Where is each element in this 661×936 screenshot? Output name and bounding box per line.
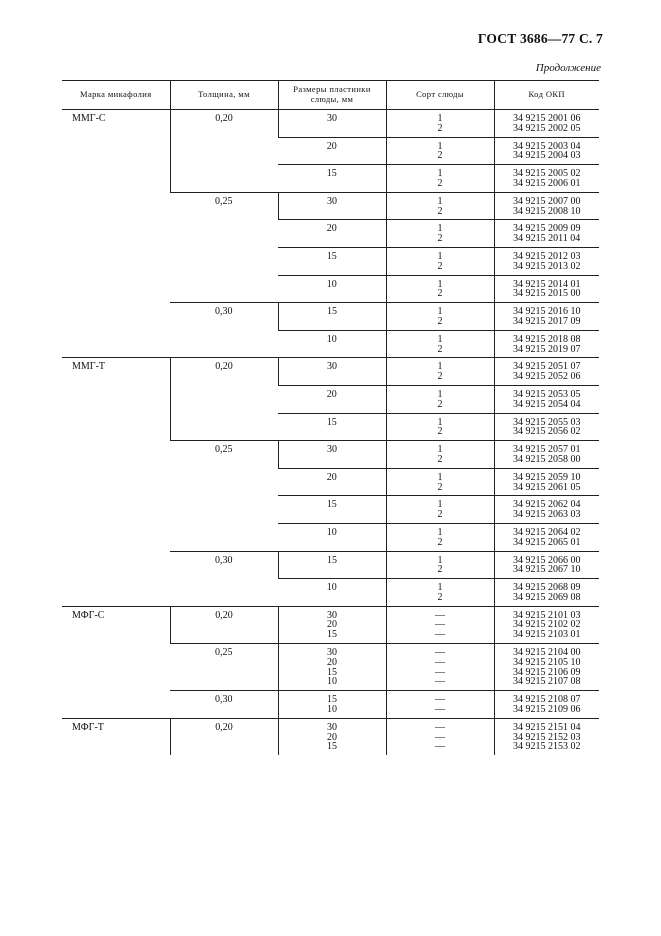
okp-code-cell-line: 34 9215 2101 03 [513, 609, 581, 621]
grade-cell-line: 1 [437, 554, 443, 566]
size-cell-line: 15 [327, 666, 337, 678]
grade-cell-line: 2 [437, 343, 443, 355]
okp-code-cell [494, 606, 599, 643]
grade-cell-line: 1 [437, 471, 443, 483]
okp-code-cell-line: 34 9215 2004 03 [513, 150, 581, 162]
okp-code-cell-line: 34 9215 2018 08 [513, 333, 581, 345]
column-header: Толщина, мм [170, 81, 278, 110]
thickness-cell: 0,20 [170, 718, 278, 755]
grade-cell [386, 691, 494, 719]
size-cell-line: 10 [327, 704, 337, 716]
size-cell-line: 30 [327, 609, 337, 621]
size-cell-line: 30 [327, 721, 337, 733]
okp-code-cell-line: 34 9215 2062 04 [513, 499, 581, 511]
size-cell [278, 551, 386, 579]
okp-code-cell [494, 303, 599, 331]
grade-cell-line: 1 [437, 582, 443, 594]
okp-code-cell-line: 34 9215 2152 03 [513, 731, 581, 743]
grade-cell-line: 1 [437, 278, 443, 290]
grade-cell-line: 2 [437, 288, 443, 300]
grade-cell-line: 2 [437, 398, 443, 410]
grade-cell [386, 275, 494, 303]
grade-cell-line: 2 [437, 260, 443, 272]
okp-code-cell-line: 34 9215 2103 01 [513, 629, 581, 641]
size-cell-line: 30 [327, 444, 337, 456]
okp-code-cell-line: 34 9215 2008 10 [513, 205, 581, 217]
okp-code-cell [494, 330, 599, 358]
size-cell-line: 15 [327, 554, 337, 566]
brand-cell: ММГ-Т [62, 358, 170, 606]
okp-code-cell-line: 34 9215 2056 02 [513, 426, 581, 438]
size-cell-line: 20 [327, 731, 337, 743]
okp-code-cell-line: 34 9215 2052 06 [513, 371, 581, 383]
grade-cell-line: 2 [437, 122, 443, 134]
okp-code-cell [494, 441, 599, 469]
grade-cell [386, 385, 494, 413]
okp-code-cell-line: 34 9215 2063 03 [513, 509, 581, 521]
size-cell-line: 15 [327, 629, 337, 641]
mica-foil-table [62, 80, 599, 755]
okp-code-cell-line: 34 9215 2006 01 [513, 177, 581, 189]
size-cell [278, 358, 386, 386]
grade-cell-line: 1 [437, 195, 443, 207]
size-cell-line: 10 [326, 526, 337, 538]
okp-code-cell-line: 34 9215 2153 02 [513, 741, 581, 753]
grade-cell [386, 220, 494, 248]
size-cell [278, 220, 386, 248]
okp-code-cell [494, 137, 599, 165]
okp-code-cell-line: 34 9215 2055 03 [513, 416, 581, 428]
size-cell-line: 15 [327, 741, 337, 753]
grade-cell [386, 441, 494, 469]
grade-cell [386, 644, 494, 691]
size-cell-line: 15 [326, 416, 337, 428]
grade-cell-line: 2 [437, 536, 443, 548]
grade-cell-line: 2 [437, 371, 443, 383]
size-cell [278, 413, 386, 441]
okp-code-cell [494, 110, 599, 138]
size-cell [278, 496, 386, 524]
grade-cell [386, 579, 494, 607]
size-cell [278, 606, 386, 643]
okp-code-cell-line: 34 9215 2053 05 [513, 388, 581, 400]
okp-code-cell-line: 34 9215 2064 02 [513, 526, 581, 538]
grade-cell-line: 1 [437, 361, 443, 373]
okp-code-cell-line: 34 9215 2066 00 [513, 554, 581, 566]
okp-code-cell [494, 358, 599, 386]
size-cell-line: 15 [326, 250, 337, 262]
grade-cell-line: — [435, 704, 445, 716]
table-row [62, 718, 599, 755]
okp-code-cell [494, 385, 599, 413]
okp-code-cell-line: 34 9215 2059 10 [513, 471, 581, 483]
okp-code-cell-line: 34 9215 2102 02 [513, 619, 581, 631]
size-cell-line: 20 [327, 656, 337, 668]
okp-code-cell-line: 34 9215 2051 07 [513, 361, 581, 373]
column-header: Размеры пластинки слюды, мм [278, 81, 386, 110]
okp-code-cell [494, 275, 599, 303]
grade-cell-line: 2 [437, 481, 443, 493]
grade-cell-line: 1 [437, 526, 443, 538]
grade-cell-line: 1 [437, 250, 443, 262]
okp-code-cell-line: 34 9215 2019 07 [513, 343, 581, 355]
okp-code-cell-line: 34 9215 2069 08 [513, 591, 581, 603]
size-cell-line: 20 [326, 388, 337, 400]
thickness-cell: 0,30 [170, 691, 278, 719]
okp-code-cell-line: 34 9215 2009 09 [513, 223, 581, 235]
okp-code-cell [494, 718, 599, 755]
grade-cell [386, 247, 494, 275]
size-cell [278, 110, 386, 138]
okp-code-cell-line: 34 9215 2068 09 [513, 582, 581, 594]
okp-code-cell [494, 644, 599, 691]
grade-cell-line: 1 [437, 416, 443, 428]
okp-code-cell-line: 34 9215 2061 05 [513, 481, 581, 493]
thickness-cell: 0,20 [170, 358, 278, 441]
okp-code-cell-line: 34 9215 2017 09 [513, 315, 581, 327]
size-cell [278, 275, 386, 303]
grade-cell [386, 496, 494, 524]
table-row [62, 110, 599, 138]
okp-code-cell-line: 34 9215 2016 10 [513, 306, 581, 318]
thickness-cell: 0,25 [170, 441, 278, 551]
size-cell-line: 20 [326, 471, 337, 483]
okp-code-cell [494, 551, 599, 579]
okp-code-cell-line: 34 9215 2013 02 [513, 260, 581, 272]
grade-cell-line: 1 [437, 223, 443, 235]
grade-cell [386, 606, 494, 643]
grade-cell [386, 358, 494, 386]
okp-code-cell-line: 34 9215 2011 04 [513, 233, 581, 245]
grade-cell [386, 192, 494, 220]
size-cell [278, 468, 386, 496]
okp-code-cell [494, 579, 599, 607]
grade-cell-line: 1 [437, 444, 443, 456]
size-cell-line: 15 [327, 306, 337, 318]
size-cell [278, 579, 386, 607]
okp-code-cell-line: 34 9215 2057 01 [513, 444, 581, 456]
okp-code-cell [494, 496, 599, 524]
brand-cell: МФГ-Т [62, 718, 170, 755]
grade-cell [386, 551, 494, 579]
size-cell [278, 523, 386, 551]
grade-cell-line: — [435, 619, 445, 631]
size-cell-line: 20 [326, 140, 337, 152]
grade-cell-line: — [435, 629, 445, 641]
okp-code-cell-line: 34 9215 2001 06 [513, 113, 581, 124]
size-cell [278, 192, 386, 220]
size-cell-line: 30 [327, 361, 337, 373]
okp-code-cell [494, 523, 599, 551]
size-cell-line: 20 [326, 223, 337, 235]
brand-cell: ММГ-С [62, 110, 170, 358]
size-cell-line: 15 [327, 694, 337, 706]
size-cell [278, 718, 386, 755]
grade-cell-line: 1 [437, 140, 443, 152]
okp-code-cell-line: 34 9215 2012 03 [513, 250, 581, 262]
grade-cell [386, 137, 494, 165]
size-cell [278, 330, 386, 358]
okp-code-cell [494, 220, 599, 248]
grade-cell-line: 2 [437, 509, 443, 521]
grade-cell [386, 468, 494, 496]
grade-cell-line: 1 [437, 333, 443, 345]
size-cell-line: 15 [326, 499, 337, 511]
size-cell [278, 385, 386, 413]
grade-cell [386, 110, 494, 138]
grade-cell-line: 1 [437, 388, 443, 400]
okp-code-cell-line: 34 9215 2015 00 [513, 288, 581, 300]
okp-code-cell-line: 34 9215 2002 05 [513, 122, 581, 134]
grade-cell-line: 2 [437, 426, 443, 438]
grade-cell-line: — [435, 666, 445, 678]
thickness-cell: 0,30 [170, 551, 278, 606]
grade-cell-line: — [435, 676, 445, 688]
column-header: Марка микафолия [62, 81, 170, 110]
grade-cell-line: — [435, 694, 445, 706]
table-row [62, 358, 599, 386]
size-cell [278, 137, 386, 165]
column-header: Код ОКП [494, 81, 599, 110]
size-cell [278, 303, 386, 331]
thickness-cell: 0,25 [170, 192, 278, 302]
size-cell [278, 441, 386, 469]
size-cell [278, 247, 386, 275]
grade-cell-line: 2 [437, 205, 443, 217]
size-cell [278, 644, 386, 691]
thickness-cell: 0,20 [170, 110, 278, 193]
grade-cell [386, 718, 494, 755]
okp-code-cell-line: 34 9215 2058 00 [513, 453, 581, 465]
grade-cell-line: — [435, 731, 445, 743]
okp-code-cell-line: 34 9215 2109 06 [513, 704, 581, 716]
table-header-row [62, 81, 599, 110]
size-cell-line: 10 [326, 582, 337, 594]
okp-code-cell [494, 691, 599, 719]
okp-code-cell-line: 34 9215 2014 01 [513, 278, 581, 290]
grade-cell-line: 1 [437, 306, 443, 318]
grade-cell [386, 303, 494, 331]
size-cell-line: 10 [327, 676, 337, 688]
grade-cell [386, 330, 494, 358]
continuation-label: Продолжение [535, 62, 601, 74]
grade-cell-line: 2 [437, 233, 443, 245]
okp-code-cell-line: 34 9215 2106 09 [513, 666, 581, 678]
size-cell [278, 691, 386, 719]
grade-cell [386, 413, 494, 441]
thickness-cell: 0,30 [170, 303, 278, 358]
okp-code-cell-line: 34 9215 2105 10 [513, 656, 581, 668]
okp-code-cell-line: 34 9215 2104 00 [513, 647, 581, 659]
brand-cell: МФГ-С [62, 606, 170, 718]
grade-cell-line: — [435, 647, 445, 659]
grade-cell-line: 1 [437, 499, 443, 511]
size-cell-line: 10 [326, 278, 337, 290]
okp-code-cell-line: 34 9215 2065 01 [513, 536, 581, 548]
size-cell-line: 20 [327, 619, 337, 631]
grade-cell-line: 1 [437, 113, 443, 124]
grade-cell-line: — [435, 741, 445, 753]
size-cell-line: 30 [327, 113, 337, 124]
okp-code-cell [494, 247, 599, 275]
okp-code-cell [494, 413, 599, 441]
grade-cell-line: 2 [437, 564, 443, 576]
table-row [62, 606, 599, 643]
size-cell-line: 30 [327, 195, 337, 207]
page-header: ГОСТ 3686—77 С. 7 [477, 31, 603, 46]
size-cell [278, 165, 386, 193]
okp-code-cell-line: 34 9215 2003 04 [513, 140, 581, 152]
grade-cell [386, 523, 494, 551]
okp-code-cell [494, 468, 599, 496]
size-cell-line: 10 [326, 333, 337, 345]
grade-cell-line: 2 [437, 177, 443, 189]
grade-cell-line: 2 [437, 591, 443, 603]
okp-code-cell-line: 34 9215 2108 07 [513, 694, 581, 706]
okp-code-cell [494, 192, 599, 220]
grade-cell-line: — [435, 609, 445, 621]
thickness-cell: 0,20 [170, 606, 278, 643]
column-header: Сорт слюды [386, 81, 494, 110]
okp-code-cell-line: 34 9215 2067 10 [513, 564, 581, 576]
okp-code-cell [494, 165, 599, 193]
grade-cell-line: 1 [437, 168, 443, 180]
grade-cell-line: 2 [437, 150, 443, 162]
grade-cell-line: 2 [437, 315, 443, 327]
okp-code-cell-line: 34 9215 2005 02 [513, 168, 581, 180]
okp-code-cell-line: 34 9215 2107 08 [513, 676, 581, 688]
grade-cell-line: — [435, 656, 445, 668]
okp-code-cell-line: 34 9215 2054 04 [513, 398, 581, 410]
thickness-cell: 0,25 [170, 644, 278, 691]
size-cell-line: 15 [326, 168, 337, 180]
grade-cell-line: 2 [437, 453, 443, 465]
grade-cell-line: — [435, 721, 445, 733]
okp-code-cell-line: 34 9215 2007 00 [513, 195, 581, 207]
size-cell-line: 30 [327, 647, 337, 659]
grade-cell [386, 165, 494, 193]
okp-code-cell-line: 34 9215 2151 04 [513, 721, 581, 733]
